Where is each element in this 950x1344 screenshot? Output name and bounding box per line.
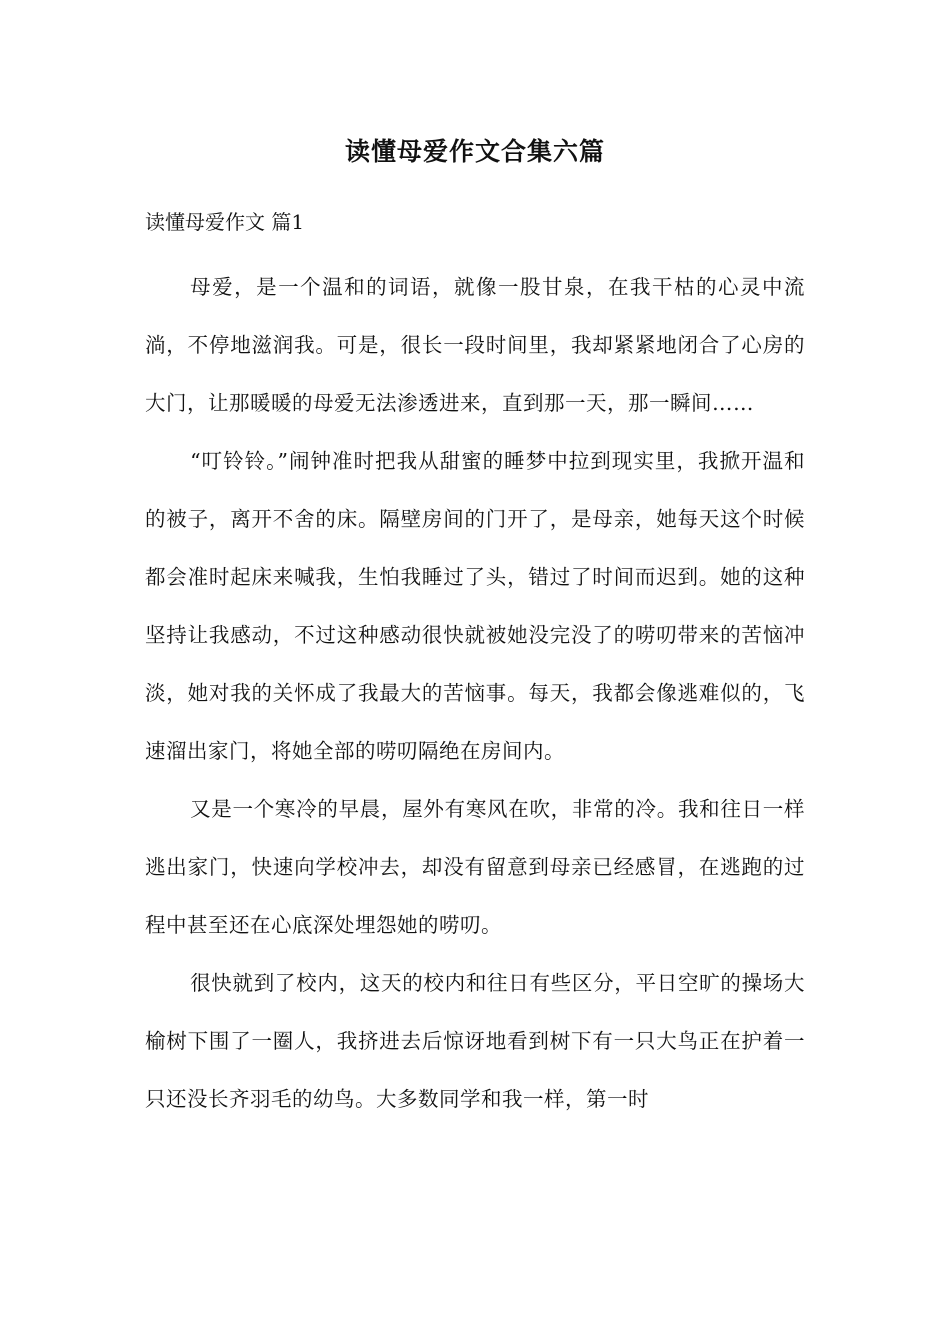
paragraph: 很快就到了校内，这天的校内和往日有些区分，平日空旷的操场大榆树下围了一圈人，我挤进去后惊讶地看到树下有一只大鸟正在护着一只还没长齐羽毛的幼鸟。大多数同学和我一样，第一时 [145,971,805,1111]
document-body [145,258,805,1128]
paragraph: “叮铃铃。”闹钟准时把我从甜蜜的睡梦中拉到现实里，我掀开温和的被子，离开不舍的床。隔壁房间的门开了，是母亲，她每天这个时候都会准时起床来喊我，生怕我睡过了头，错过了时间而迟到。她的这种坚持让我感动，不过这种感动很快就被她没完没了的唠叨带来的苦恼冲淡，她对我的关怀成了我最大的苦恼事。每天，我都会像逃难似的，飞速溜出家门，将她全部的唠叨隔绝在房间内。 [145,449,805,763]
section-heading: 读懂母爱作文 篇1 [145,210,305,234]
document-title: 读懂母爱作文合集六篇 [344,137,605,166]
paragraph: 又是一个寒冷的早晨，屋外有寒风在吹，非常的冷。我和往日一样逃出家门，快速向学校冲去，却没有留意到母亲已经感冒，在逃跑的过程中甚至还在心底深处埋怨她的唠叨。 [145,797,805,937]
paragraph: 母爱，是一个温和的词语，就像一股甘泉，在我干枯的心灵中流淌，不停地滋润我。可是，很长一段时间里，我却紧紧地闭合了心房的大门，让那暖暖的母爱无法渗透进来，直到那一天，那一瞬间…… [145,275,805,415]
